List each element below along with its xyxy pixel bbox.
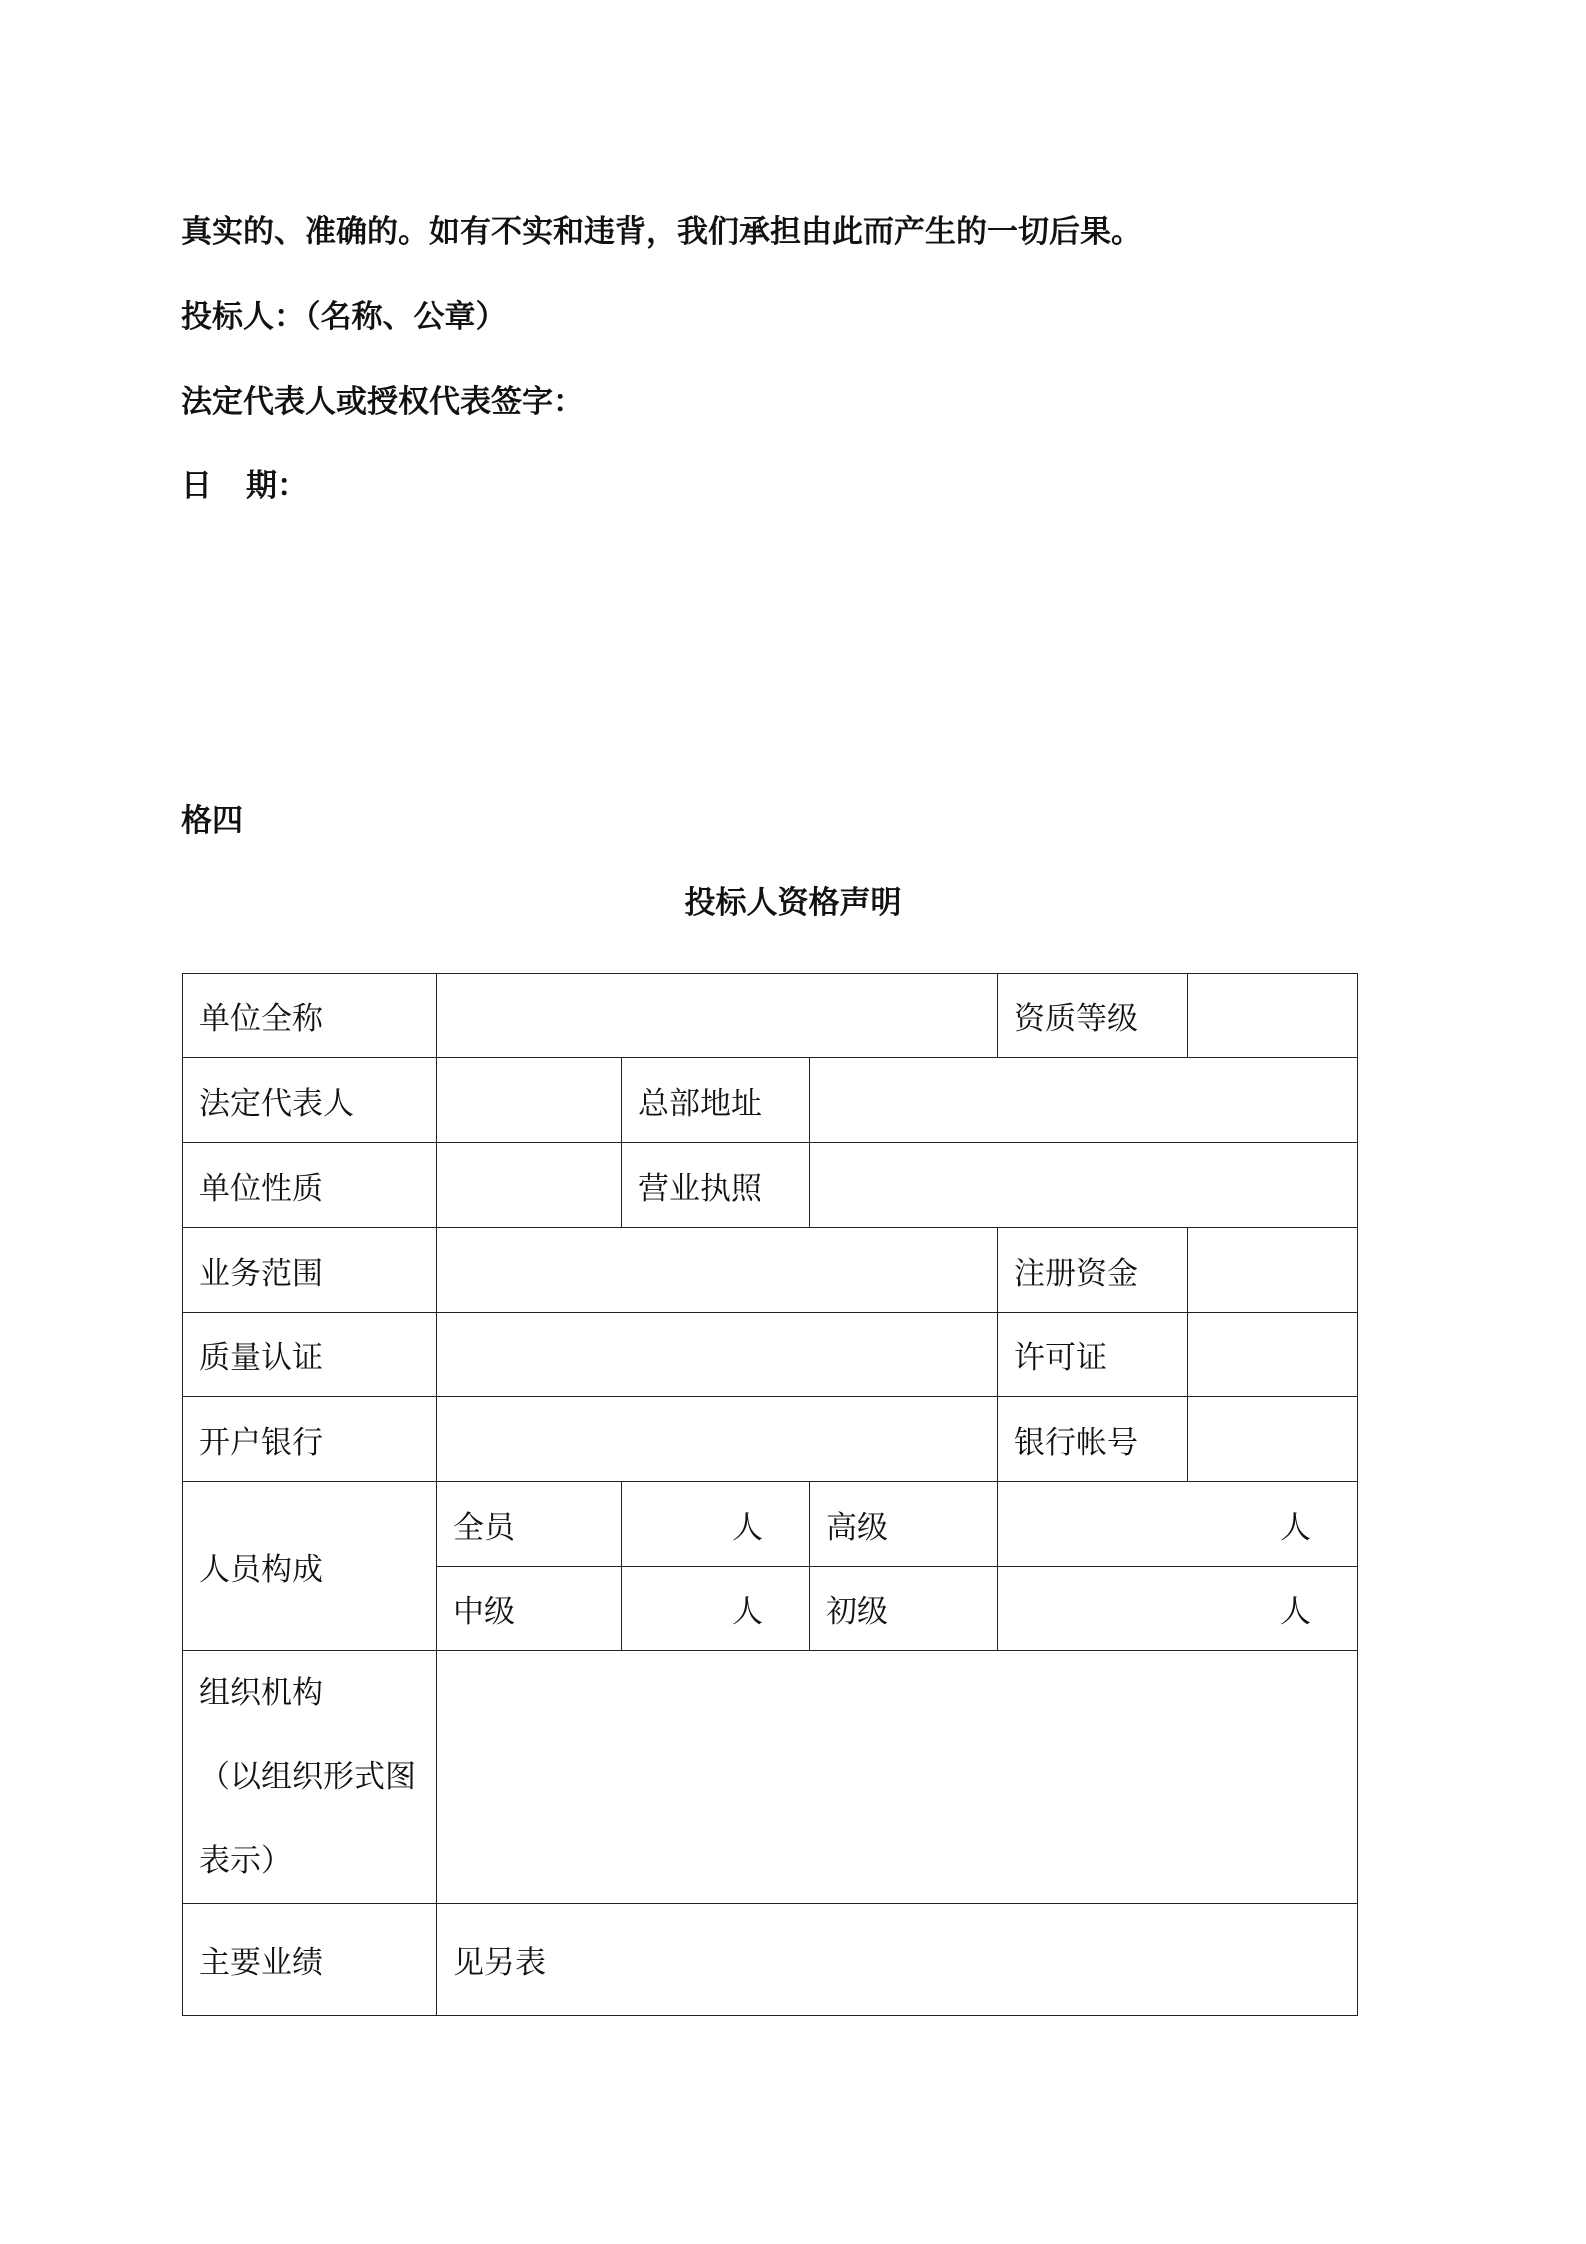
date-label-char2: 期：: [246, 468, 308, 504]
bank-account-value[interactable]: [1188, 1397, 1358, 1482]
main-performance-value[interactable]: 见另表: [437, 1904, 1358, 2016]
table-title: 投标人资格声明: [684, 885, 902, 921]
qualification-table: [182, 973, 1358, 2016]
hq-address-label: 总部地址: [622, 1058, 810, 1143]
date-label-char1: 日: [181, 468, 212, 504]
org-label-line3: 表示）: [199, 1843, 292, 1879]
table-row: [183, 1651, 1358, 1904]
staff-label: 人员构成: [183, 1482, 437, 1651]
business-license-label: 营业执照: [622, 1143, 810, 1228]
org-structure-label: [183, 1651, 437, 1904]
intermediate-label: 中级: [437, 1567, 622, 1651]
date-label: [181, 466, 308, 506]
table-row: [183, 1904, 1358, 2016]
table-row: [183, 1143, 1358, 1228]
legal-rep-value[interactable]: [437, 1058, 622, 1143]
bank-label: 开户银行: [183, 1397, 437, 1482]
business-scope-value[interactable]: [437, 1228, 998, 1313]
senior-count[interactable]: 人: [998, 1482, 1358, 1567]
unit-name-label: 单位全称: [183, 974, 437, 1058]
unit-nature-label: 单位性质: [183, 1143, 437, 1228]
intermediate-count[interactable]: 人: [622, 1567, 810, 1651]
bank-account-label: 银行帐号: [998, 1397, 1188, 1482]
business-scope-label: 业务范围: [183, 1228, 437, 1313]
all-staff-label: 全员: [437, 1482, 622, 1567]
registered-capital-value[interactable]: [1188, 1228, 1358, 1313]
hq-address-value[interactable]: [810, 1058, 1358, 1143]
business-license-value[interactable]: [810, 1143, 1358, 1228]
senior-label: 高级: [810, 1482, 998, 1567]
table-row: [183, 1058, 1358, 1143]
table-row: [183, 1482, 1358, 1567]
bidder-label: 投标人：（名称、公章）: [181, 299, 507, 335]
org-structure-value[interactable]: [437, 1651, 1358, 1904]
permit-value[interactable]: [1188, 1313, 1358, 1397]
main-performance-label: 主要业绩: [183, 1904, 437, 2016]
table-row: [183, 1313, 1358, 1397]
table-row: [183, 1397, 1358, 1482]
org-label-line1: 组织机构: [199, 1675, 323, 1711]
permit-label: 许可证: [998, 1313, 1188, 1397]
table-row: [183, 974, 1358, 1058]
junior-count[interactable]: 人: [998, 1567, 1358, 1651]
bank-value[interactable]: [437, 1397, 998, 1482]
section-label: 格四: [181, 803, 243, 839]
qualification-level-value[interactable]: [1188, 974, 1358, 1058]
unit-nature-value[interactable]: [437, 1143, 622, 1228]
signature-label: 法定代表人或授权代表签字：: [181, 384, 584, 420]
unit-name-value[interactable]: [437, 974, 998, 1058]
registered-capital-label: 注册资金: [998, 1228, 1188, 1313]
legal-rep-label: 法定代表人: [183, 1058, 437, 1143]
quality-cert-label: 质量认证: [183, 1313, 437, 1397]
declaration-text: 真实的、准确的。如有不实和违背，我们承担由此而产生的一切后果。: [181, 214, 1142, 250]
quality-cert-value[interactable]: [437, 1313, 998, 1397]
all-staff-count[interactable]: 人: [622, 1482, 810, 1567]
org-label-line2: （以组织形式图: [199, 1759, 416, 1795]
table-row: [183, 1228, 1358, 1313]
qualification-level-label: 资质等级: [998, 974, 1188, 1058]
junior-label: 初级: [810, 1567, 998, 1651]
